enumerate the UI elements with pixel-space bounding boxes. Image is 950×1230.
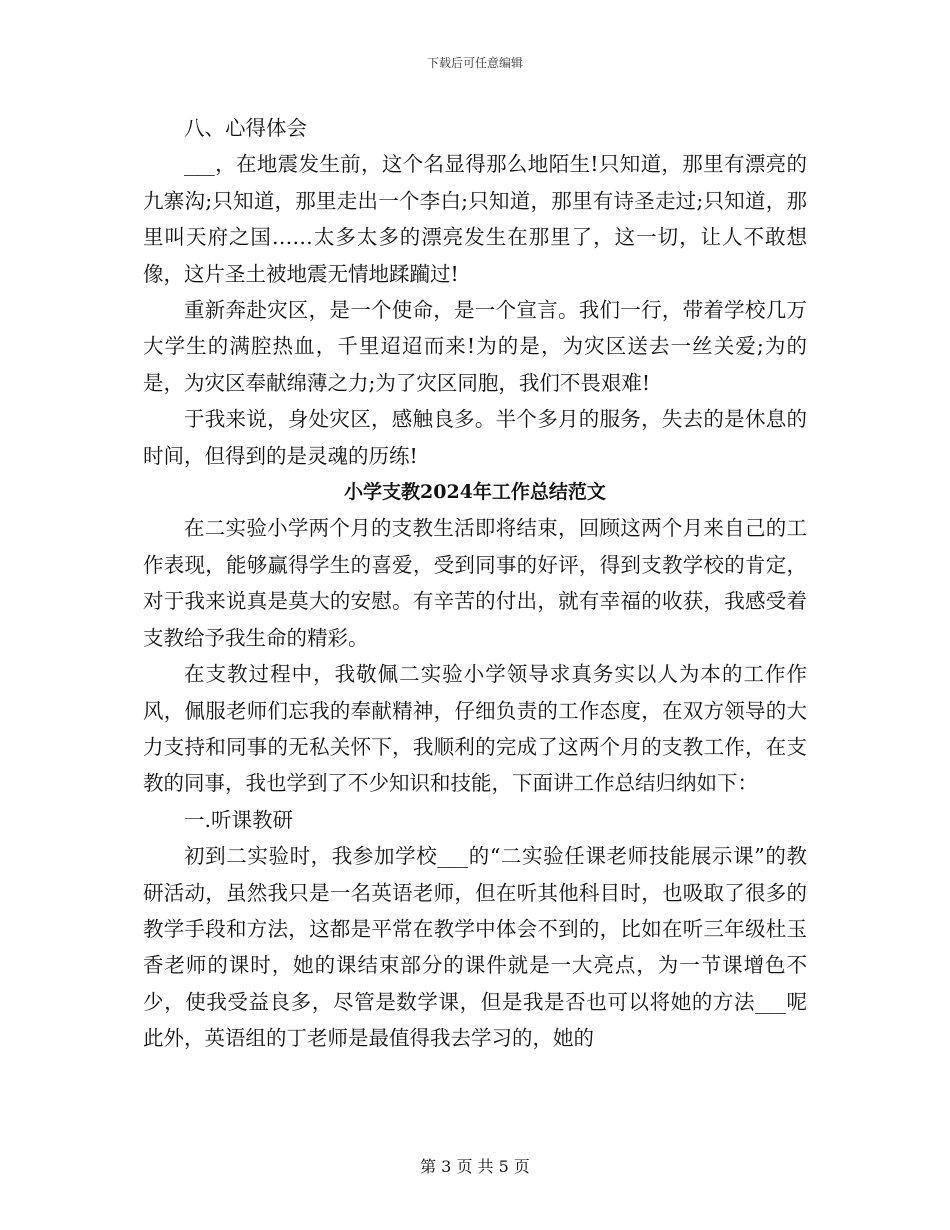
section-heading: 八、心得体会 xyxy=(184,116,307,140)
document-body xyxy=(143,110,807,1057)
page-number: 第 3 页 共 5 页 xyxy=(420,1157,530,1176)
paragraph: 于我来说，身处灾区，感触良多。半个多月的服务，失去的是休息的时间，但得到的是灵魂的历练! xyxy=(143,407,807,468)
paragraph: 在二实验小学两个月的支教生活即将结束，回顾这两个月来自己的工作表现，能够赢得学生的喜爱，受到同事的好评，得到支教学校的肯定，对于我来说真是莫大的安慰。有辛苦的付出，就有幸福的收获，我感受着支教给予我生命的精彩。 xyxy=(143,516,807,650)
paragraph: 初到二实验时，我参加学校___的“二实验任课老师技能展示课”的教研活动，虽然我只是一名英语老师，但在听其他科目时，也吸取了很多的教学手段和方法，这都是平常在教学中体会不到的，比如在听三年级杜玉香老师的课时，她的课结束部分的课件就是一大亮点，为一节课增色不少，使我受益良多，尽管是数学课，但是我是否也可以将她的方法___呢此外，英语组的丁老师是最值得我去学习的，她的 xyxy=(143,844,807,1051)
paragraph: 重新奔赴灾区，是一个使命，是一个宣言。我们一行，带着学校几万大学生的满腔热血，千里迢迢而来!为的是，为灾区送去一丝关爱;为的是，为灾区奉献绵薄之力;为了灾区同胞，我们不畏艰难! xyxy=(143,298,807,395)
paragraph: ___，在地震发生前，这个名显得那么地陌生!只知道，那里有漂亮的九寨沟;只知道，那里走出一个李白;只知道，那里有诗圣走过;只知道，那里叫天府之国……太多太多的漂亮发生在那里了，这一切，让人不敢想像，这片圣土被地震无情地蹂躏过! xyxy=(143,152,807,286)
paragraph: 在支教过程中，我敬佩二实验小学领导求真务实以人为本的工作作风，佩服老师们忘我的奉献精神，仔细负责的工作态度，在双方领导的大力支持和同事的无私关怀下，我顺利的完成了这两个月的支教工作，在支教的同事，我也学到了不少知识和技能，下面讲工作总结归纳如下： xyxy=(143,662,807,796)
article-title: 小学支教2024年工作总结范文 xyxy=(344,481,606,504)
subsection-heading: 一.听课教研 xyxy=(184,807,294,832)
page-header-note: 下载后可任意编辑 xyxy=(426,56,523,70)
